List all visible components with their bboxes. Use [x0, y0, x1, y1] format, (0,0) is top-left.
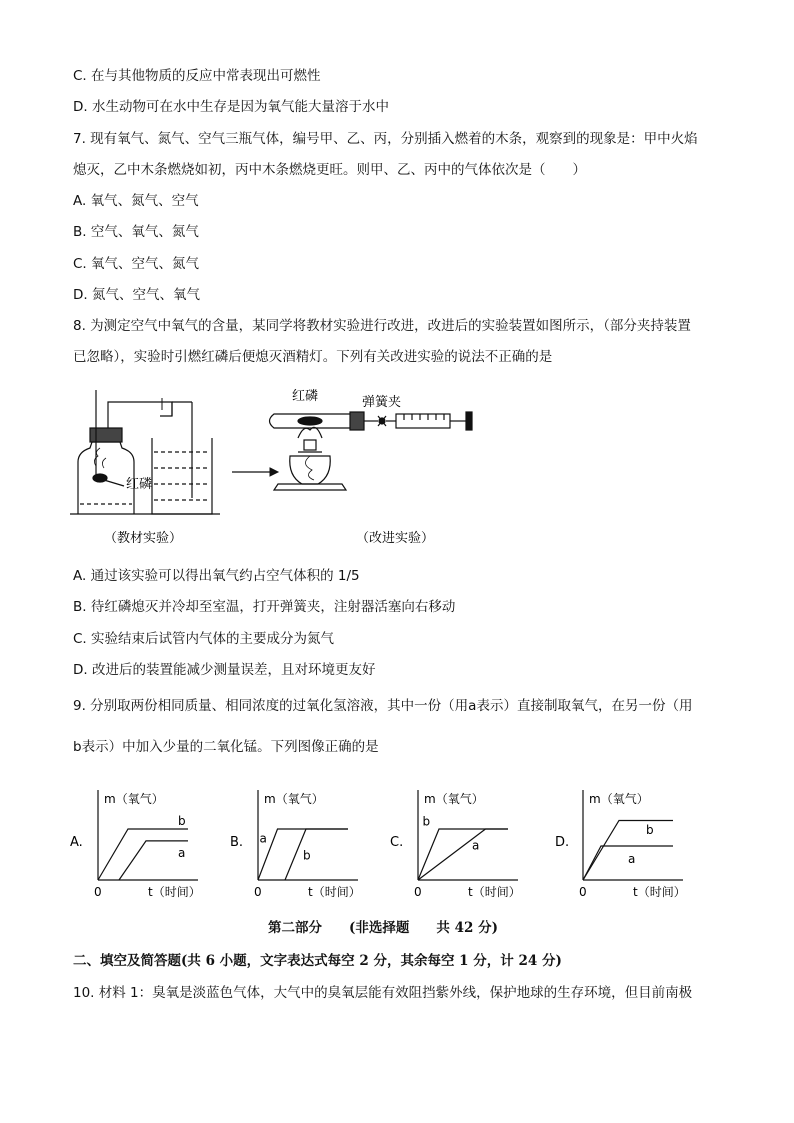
arrow-icon	[232, 468, 278, 476]
q8-option-d: D. 改进后的装置能减少测量误差，且对环境更友好	[73, 662, 376, 678]
series-b-label: b	[646, 823, 654, 838]
textbook-apparatus	[70, 390, 220, 514]
x-axis-label: t（时间）	[468, 885, 521, 899]
graph-a	[70, 790, 201, 899]
origin-label: 0	[94, 885, 102, 899]
caption-textbook: （教材实验）	[104, 531, 183, 546]
q7-option-b: B. 空气、氧气、氮气	[73, 224, 199, 240]
y-axis-label: m（氧气）	[424, 792, 484, 806]
origin-label: 0	[414, 885, 422, 899]
q8-stem-line1: 8. 为测定空气中氧气的含量，某同学将教材实验进行改进，改进后的实验装置如图所示，（部分夹持装置	[73, 318, 691, 334]
q8-apparatus-figure	[60, 380, 480, 560]
q6-option-d: D. 水生动物可在水中生存是因为氧气能大量溶于水中	[73, 99, 389, 115]
option-letter: D.	[555, 835, 570, 850]
q7-option-a: A. 氧气、氮气、空气	[73, 193, 199, 209]
caption-improved: （改进实验）	[356, 531, 435, 546]
origin-label: 0	[254, 885, 262, 899]
section-two-heading: 二、填空及简答题(共 6 小题，文字表达式每空 2 分，其余每空 1 分，计 24 分)	[73, 953, 562, 969]
x-axis-label: t（时间）	[148, 885, 201, 899]
series-b-line	[418, 829, 508, 880]
x-axis-label: t（时间）	[308, 885, 361, 899]
series-a-label: a	[178, 845, 186, 860]
part-two-heading: 第二部分 (非选择题 共 42 分)	[268, 920, 498, 936]
graph-c	[390, 790, 521, 899]
option-letter: B.	[230, 835, 244, 850]
y-axis-label: m（氧气）	[589, 792, 649, 806]
series-b-line	[583, 821, 673, 881]
q7-option-c: C. 氧气、空气、氮气	[73, 256, 200, 272]
x-axis-label: t（时间）	[633, 885, 686, 899]
q8-option-c: C. 实验结束后试管内气体的主要成分为氮气	[73, 631, 335, 647]
series-b-line	[285, 829, 348, 880]
q9-stem-line1: 9. 分别取两份相同质量、相同浓度的过氧化氢溶液，其中一份（用a表示）直接制取氧气，在另一份（用	[73, 698, 693, 714]
series-b-label: b	[178, 814, 186, 828]
q7-stem-line1: 7. 现有氧气、氮气、空气三瓶气体，编号甲、乙、丙，分别插入燃着的木条，观察到的现象是：甲中火焰	[73, 131, 698, 147]
red-phosphorus-label-right: 红磷	[292, 389, 319, 404]
q6-option-c: C. 在与其他物质的反应中常表现出可燃性	[73, 68, 321, 84]
series-a-label: a	[628, 852, 636, 866]
q9-graphs	[60, 780, 700, 905]
series-a-label: a	[259, 831, 267, 846]
q7-option-d: D. 氮气、空气、氧气	[73, 287, 200, 303]
graph-d	[555, 790, 686, 899]
series-b-line	[98, 829, 188, 880]
graph-b	[230, 790, 361, 899]
option-letter: C.	[390, 835, 404, 850]
option-letter: A.	[70, 835, 83, 850]
q9-stem-line2: b表示）中加入少量的二氧化锰。下列图像正确的是	[73, 739, 379, 755]
q7-stem-line2: 熄灭，乙中木条燃烧如初，丙中木条燃烧更旺。则甲、乙、丙中的气体依次是（ ）	[73, 162, 586, 178]
series-b-label: b	[422, 814, 431, 829]
series-a-label: a	[472, 838, 480, 853]
q10-stem: 10. 材料 1：臭氧是淡蓝色气体，大气中的臭氧层能有效阻挡紫外线，保护地球的生存环境，但目前南极	[73, 985, 693, 1001]
red-phosphorus-label-left: 红磷	[126, 477, 153, 492]
y-axis-label: m（氧气）	[104, 792, 164, 806]
spring-clamp-label: 弹簧夹	[362, 395, 402, 410]
q8-stem-line2: 已忽略），实验时引燃红磷后便熄灭酒精灯。下列有关改进实验的说法不正确的是	[73, 349, 553, 365]
series-b-label: b	[303, 848, 311, 863]
series-a-line	[418, 829, 508, 880]
y-axis-label: m（氧气）	[264, 792, 324, 806]
improved-apparatus	[270, 412, 473, 490]
q8-option-b: B. 待红磷熄灭并冷却至室温，打开弹簧夹，注射器活塞向右移动	[73, 599, 456, 615]
q8-option-a: A. 通过该实验可以得出氧气约占空气体积的 1/5	[73, 568, 360, 584]
origin-label: 0	[579, 885, 587, 899]
